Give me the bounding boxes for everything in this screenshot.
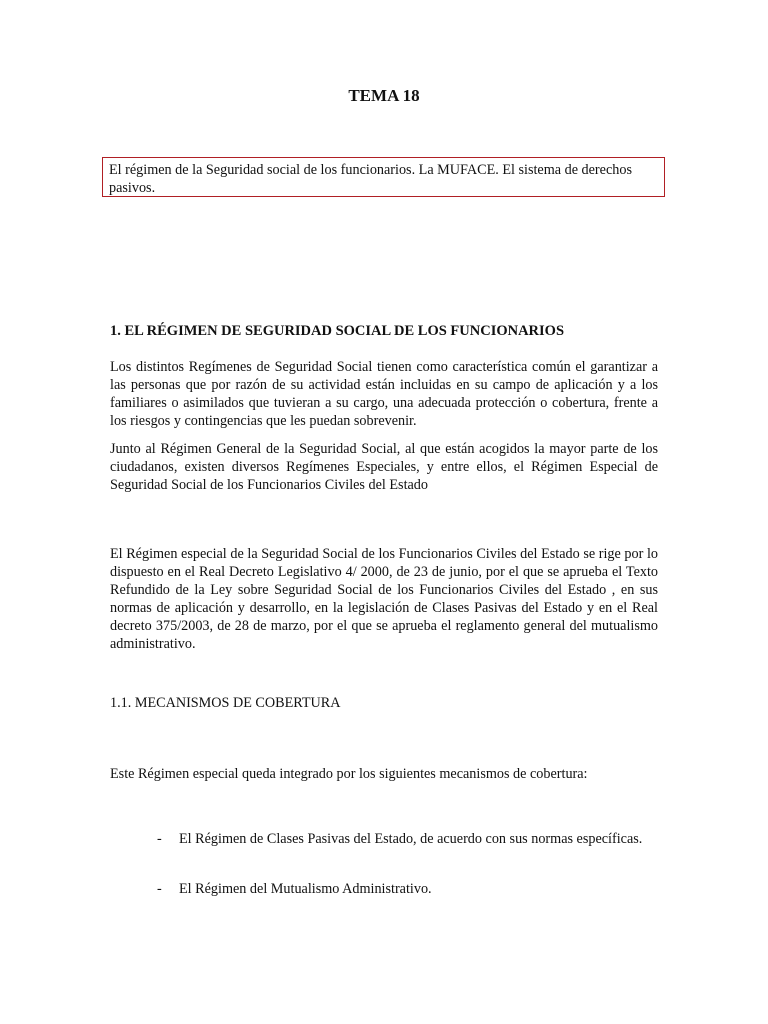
list-item-text: El Régimen de Clases Pasivas del Estado, de acuerdo con sus normas específicas.	[179, 831, 643, 847]
subsection-heading: 1.1. MECANISMOS DE COBERTURA	[110, 695, 341, 711]
dash-bullet: -	[157, 831, 162, 847]
mechanisms-intro: Este Régimen especial queda integrado por los siguientes mecanismos de cobertura:	[110, 766, 588, 782]
list-item-text: El Régimen del Mutualismo Administrativo.	[179, 881, 432, 897]
paragraph-2: Junto al Régimen General de la Seguridad Social, al que están acogidos la mayor parte de los ciudadanos, existen diversos Regímenes Especiales, y entre ellos, el Régimen Especial de Seguridad Social de los Funcionarios Civiles del Estado	[110, 441, 658, 493]
paragraph-3: El Régimen especial de la Seguridad Social de los Funcionarios Civiles del Estado se rige por lo dispuesto en el Real Decreto Legislativo 4/ 2000, de 23 de junio, por el que se aprueba el Texto Refundido de la Ley sobre Seguridad Social de los Funcionarios Civiles del Estado , en sus normas de aplicación y desarrollo, en la legislación de Clases Pasivas del Estado y en el Real decreto 375/2003, de 28 de marzo, por el que se aprueba el reglamento general del mutualismo administrativo.	[110, 546, 658, 652]
topic-summary-box: El régimen de la Seguridad social de los funcionarios. La MUFACE. El sistema de derechos pasivos.	[102, 157, 665, 197]
dash-bullet: -	[157, 881, 162, 897]
section-heading: 1. EL RÉGIMEN DE SEGURIDAD SOCIAL DE LOS FUNCIONARIOS	[110, 323, 565, 339]
page-title: TEMA 18	[348, 86, 420, 105]
paragraph-1: Los distintos Regímenes de Seguridad Social tienen como característica común el garantizar a las personas que por razón de su actividad están incluidas en su campo de aplicación y a los familiares o asimilados que tuvieran a su cargo, una adecuada protección o cobertura, frente a los riesgos y contingencias que les puedan sobrevenir.	[110, 359, 658, 429]
